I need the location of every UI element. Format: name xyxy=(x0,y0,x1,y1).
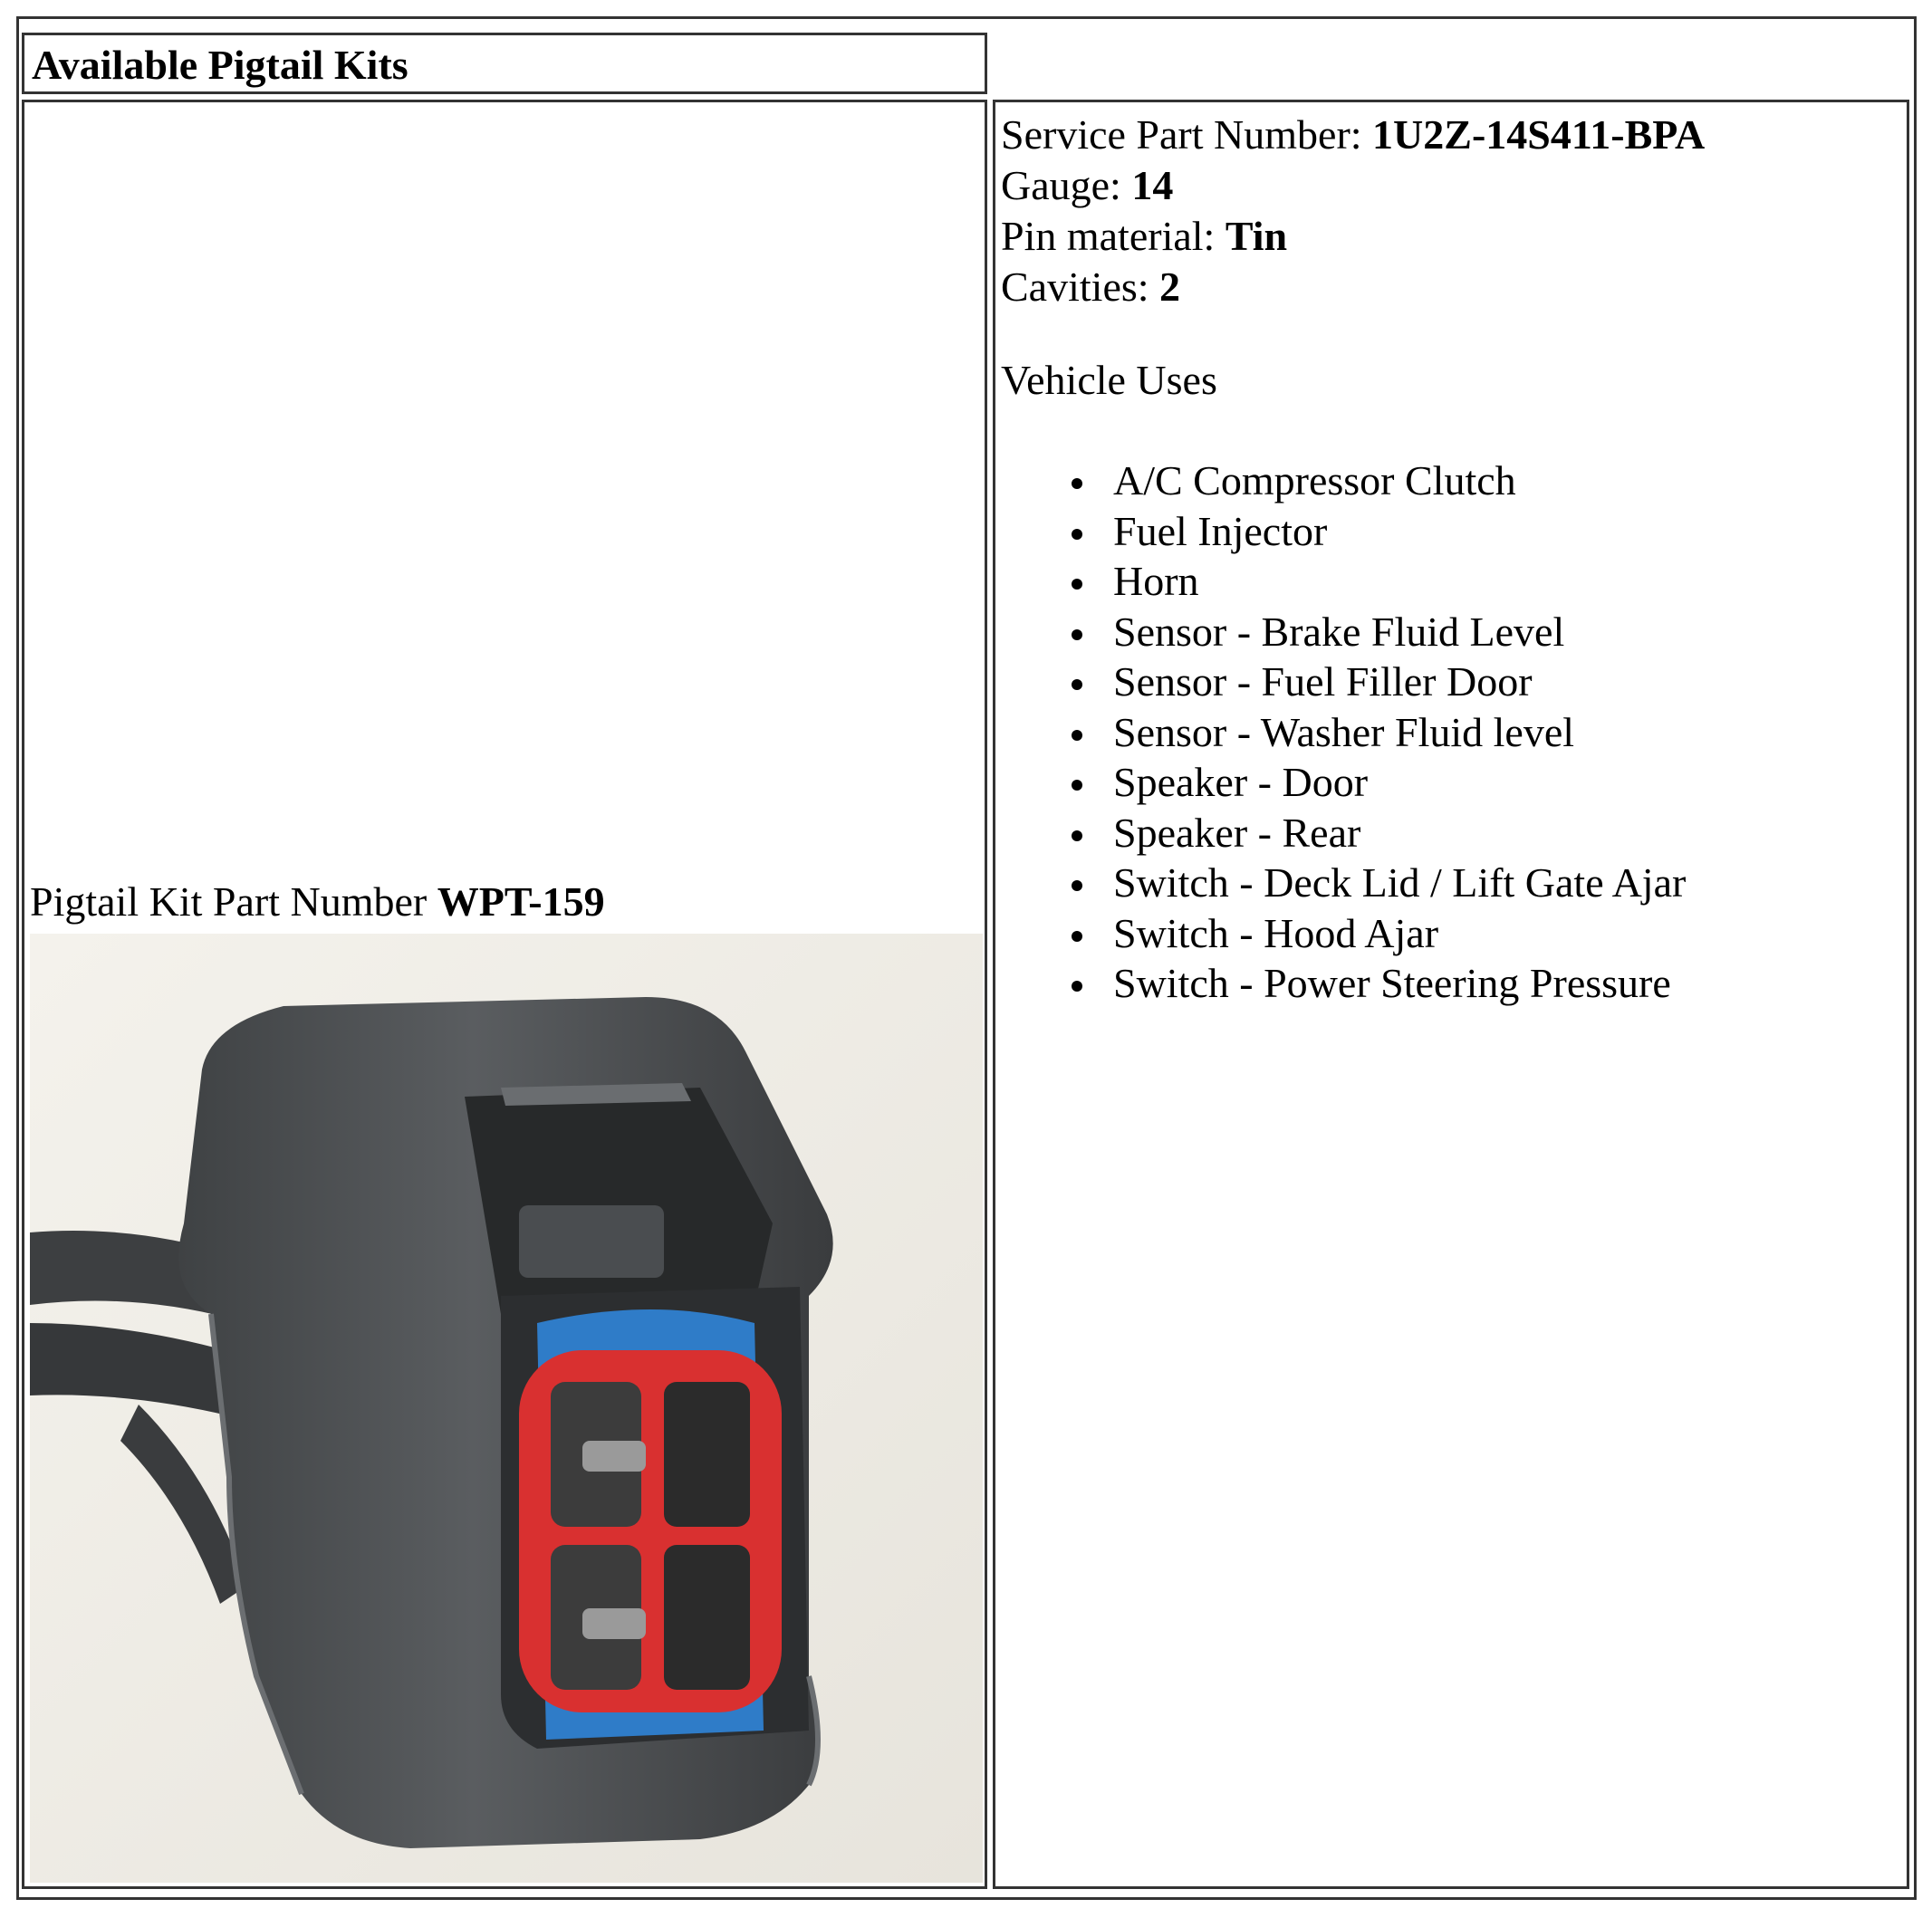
kit-part-number-value: WPT-159 xyxy=(437,878,605,925)
vehicle-uses-heading: Vehicle Uses xyxy=(1001,357,1217,403)
cavities-value: 2 xyxy=(1159,264,1181,310)
service-part-label: Service Part Number: xyxy=(1001,111,1362,158)
kit-part-number-line xyxy=(30,877,605,925)
kit-part-number-label: Pigtail Kit Part Number xyxy=(30,878,428,925)
list-item: Sensor - Brake Fluid Level xyxy=(995,607,1686,657)
list-item: Speaker - Door xyxy=(995,757,1686,808)
list-item: Switch - Hood Ajar xyxy=(995,908,1686,959)
list-item: A/C Compressor Clutch xyxy=(995,456,1686,506)
pin-material-row xyxy=(1001,211,1705,262)
service-part-number-row xyxy=(1001,110,1705,160)
list-item: Sensor - Washer Fluid level xyxy=(995,707,1686,758)
list-item: Fuel Injector xyxy=(995,506,1686,557)
details-cell xyxy=(993,100,1909,1889)
service-part-value: 1U2Z-14S411-BPA xyxy=(1372,111,1706,158)
spec-list xyxy=(1001,110,1705,312)
cavities-label: Cavities: xyxy=(1001,264,1149,310)
pin-material-label: Pin material: xyxy=(1001,213,1216,259)
kit-cell xyxy=(22,100,987,1889)
page-title: Available Pigtail Kits xyxy=(32,42,409,88)
connector-photo-icon xyxy=(30,934,983,1883)
list-item: Horn xyxy=(995,556,1686,607)
gauge-row xyxy=(1001,160,1705,211)
vehicle-uses-list xyxy=(995,456,1686,1009)
list-item: Switch - Power Steering Pressure xyxy=(995,958,1686,1009)
list-item: Switch - Deck Lid / Lift Gate Ajar xyxy=(995,858,1686,908)
header-cell xyxy=(22,33,987,94)
list-item: Sensor - Fuel Filler Door xyxy=(995,657,1686,707)
pin-material-value: Tin xyxy=(1225,213,1288,259)
list-item: Speaker - Rear xyxy=(995,808,1686,858)
gauge-label: Gauge: xyxy=(1001,162,1121,208)
gauge-value: 14 xyxy=(1131,162,1174,208)
cavities-row xyxy=(1001,262,1705,312)
